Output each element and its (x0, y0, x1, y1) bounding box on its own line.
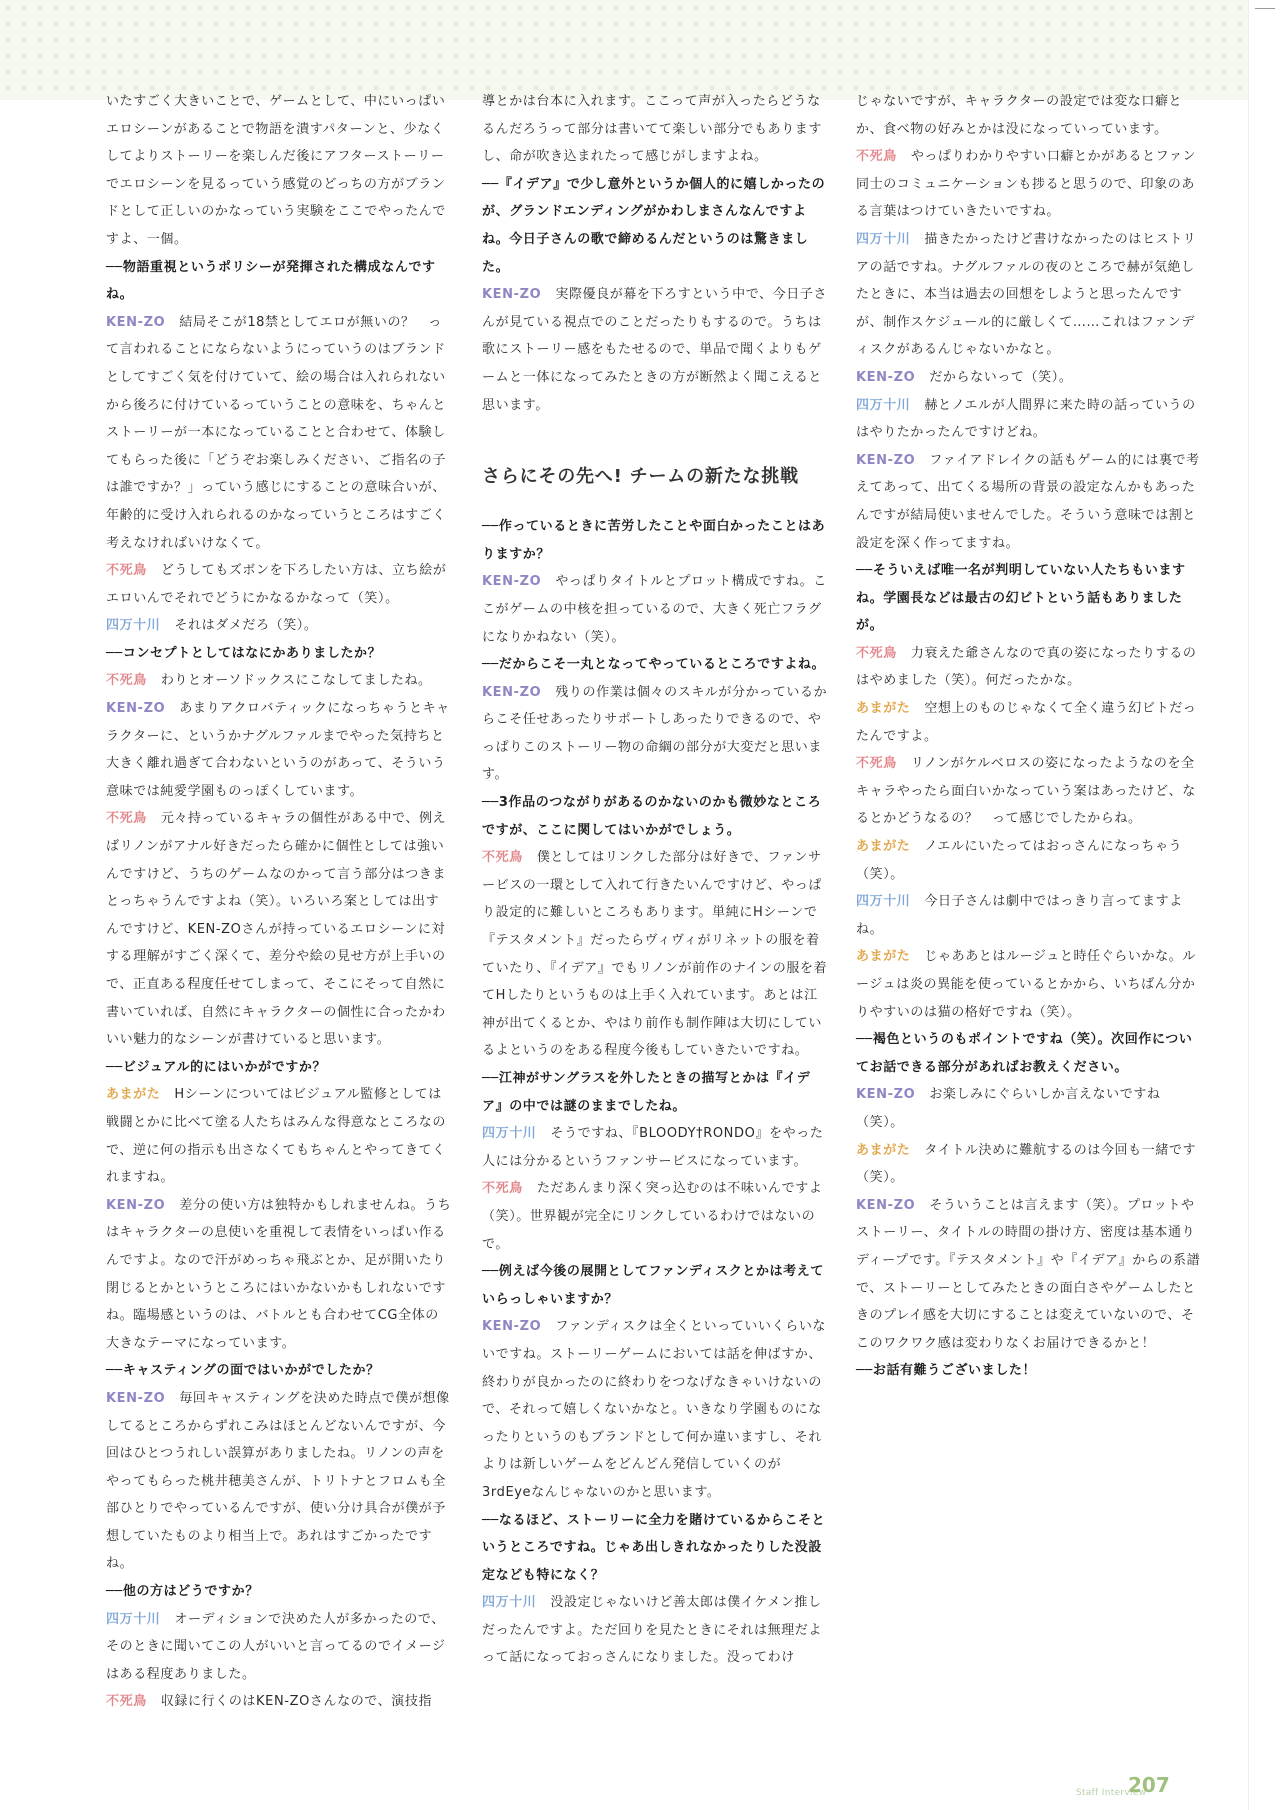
interviewer-question: ──『イデア』で少し意外というか個人的に嬉しかったのが、グランドエンディングがかわしまさんなんですよね。今日子さんの歌で締めるんだというのは驚きました。 (482, 176, 826, 275)
continued-text: 導とかは台本に入れます。ここって声が入ったらどうなるんだろうって部分は書いてて楽しい部分でもありますし、命が吹き込まれたって感じがしますよね。 (482, 94, 823, 165)
answer-text: やっぱりわかりやすい口癖とかがあるとファン同士のコミュニケーションも捗ると思うので、印象のある言葉はつけていきたいですね。 (856, 149, 1197, 220)
answer-text: ノエルにいたってはおっさんになっちゃう（笑）。 (856, 839, 1183, 882)
speaker-name: あまがた (106, 1087, 161, 1103)
answer-text: 今日子さんは劇中ではっきり言ってますよね。 (856, 894, 1183, 937)
speaker-name: あまがた (856, 839, 911, 855)
text-column-2 (482, 88, 828, 1672)
answer-text: 赫とノエルが人間界に来た時の話っていうのはやりたかったんですけどね。 (856, 397, 1196, 441)
speaker-name: あまがた (856, 949, 911, 965)
interviewer-question: ──例えば今後の展開としてファンディスクとかは考えていらっしゃいますか？ (482, 1264, 824, 1307)
answer-text: 空想上のものじゃなくて全く違う幻ビトだったんですよ。 (856, 701, 1197, 744)
speaker-name: KEN-ZO (482, 684, 542, 700)
speaker-name: KEN-ZO (856, 369, 916, 385)
speaker-name: KEN-ZO (482, 574, 542, 590)
interviewer-question: ──3作品のつながりがあるのかないのかも微妙なところですが、ここに関してはいかがでしょう。 (482, 795, 822, 838)
interviewer-question: ──なるほど、ストーリーに全力を賭けているからこそというところですね。じゃあ出しきれなかったりした没設定なども特になく？ (482, 1512, 826, 1583)
speaker-answer (856, 364, 1202, 392)
speaker-answer (856, 226, 1202, 364)
speaker-answer (106, 1688, 452, 1716)
interviewer-question: ──コンセプトとしてはなにかありましたか？ (106, 645, 382, 661)
speaker-name: あまがた (856, 701, 911, 717)
text-column-3 (856, 88, 1202, 1385)
speaker-name: 四万十川 (856, 231, 911, 247)
speaker-name: KEN-ZO (856, 1197, 916, 1213)
speaker-answer (856, 695, 1202, 750)
answer-text: 毎回キャスティングを決めた時点で僕が想像してるところからずれこみはほとんどないんですが、今回はひとつうれしい誤算がありましたね。リノンの声をやってもらった桃井穂美さんが、トリトナとフロムも全部ひとりでやっているんですが、使い分け具合が僕が予想していたものより相当上で。あれはすごかったですね。 (106, 1390, 450, 1572)
speaker-name: 四万十川 (856, 894, 911, 910)
speaker-answer (482, 1175, 828, 1258)
page-edge-strip (1248, 0, 1280, 1810)
speaker-name: 四万十川 (106, 1611, 161, 1627)
interview-page (106, 88, 1204, 1710)
speaker-answer (106, 612, 452, 640)
speaker-name: 不死鳥 (856, 756, 897, 772)
answer-text: Hシーンについてはビジュアル監修としては戦闘とかに比べて塗る人たちはみんな得意なところなので、逆に何の指示も出さなくてもちゃんとやってきてくれますね。 (106, 1087, 447, 1186)
speaker-name: 不死鳥 (106, 563, 147, 579)
speaker-name: KEN-ZO (856, 1087, 916, 1103)
answer-text: だからないって（笑）。 (929, 369, 1073, 385)
speaker-answer (106, 805, 452, 1053)
interviewer-question: ──お話有難うございました！ (856, 1363, 1037, 1379)
speaker-name: 四万十川 (482, 1595, 537, 1611)
speaker-name: 不死鳥 (482, 850, 523, 866)
edge-mark (1255, 8, 1275, 9)
answer-text: タイトル決めに難航するのは今回も一緒です（笑）。 (856, 1142, 1197, 1186)
answer-text: じゃああとはルージュと時任ぐらいかな。ルージュは炎の異能を使っているとかから、いちばん分かりやすいのは猫の格好ですね（笑）。 (856, 949, 1196, 1020)
speaker-answer (856, 447, 1202, 557)
answer-text: 結局そこが18禁としてエロが無いの？ って言われることにならないようにっていうのはブランドとしてすごく気を付けていて、絵の場合は入れられないから後ろに付けているっていうことの意味を、ちゃんとストーリーが一本になっていることと合わせて、体験してもらった後に「どうぞお楽しみください、ご指名の子は誰ですか？」っていう感じにすることの意味合いが、年齢的に受け入れられるのかなっていうところはすごく考えなければいけなくて。 (106, 314, 447, 551)
answer-text: ファイアドレイクの話もゲーム的には裏で考えてあって、出てくる場所の背景の設定なんかもあったんですが結局使いませんでした。そういう意味では割と設定を深く作ってますね。 (856, 452, 1200, 551)
speaker-name: KEN-ZO (482, 287, 542, 303)
speaker-name: 四万十川 (106, 618, 161, 634)
interviewer-question: ──だからこそ一丸となってやっているところですよね。 (482, 657, 826, 673)
interviewer-question: ──他の方はどうですか？ (106, 1584, 259, 1600)
speaker-answer (856, 640, 1202, 695)
speaker-answer (856, 750, 1202, 833)
speaker-answer (856, 1081, 1202, 1136)
answer-text: 残りの作業は個々のスキルが分かっているからこそ任せあったりサポートしあったりできるので、やっぱりこのストーリー物の命綱の部分が大変だと思います。 (482, 684, 828, 783)
continued-text: じゃないですが、キャラクターの設定では変な口癖とか、食べ物の好みとかは没になっていっています。 (856, 94, 1183, 137)
speaker-name: 四万十川 (482, 1126, 537, 1142)
speaker-answer (106, 1606, 452, 1689)
speaker-name: 不死鳥 (106, 1694, 147, 1710)
speaker-name: 不死鳥 (856, 645, 897, 661)
speaker-name: KEN-ZO (106, 314, 166, 330)
speaker-name: KEN-ZO (482, 1319, 542, 1335)
speaker-answer (482, 1313, 828, 1506)
header-pattern-band (0, 0, 1248, 100)
speaker-answer (482, 844, 828, 1065)
answer-text: どうしてもズボンを下ろしたい方は、立ち絵がエロいんでそれでどうにかなるかなって（笑）。 (106, 563, 447, 606)
speaker-answer (106, 309, 452, 557)
interviewer-question: ──そういえば唯一名が判明していない人たちもいますね。学園長などは最古の幻ビトという話もありましたが。 (856, 563, 1186, 634)
speaker-answer (482, 1120, 828, 1175)
speaker-answer (106, 1081, 452, 1191)
answer-text: わりとオーソドックスにこなしてましたね。 (160, 673, 432, 689)
interviewer-question: ──物語重視というポリシーが発揮された構成なんですね。 (106, 259, 436, 303)
answer-text: 描きたかったけど書けなかったのはヒストリアの話ですね。ナグルファルの夜のところで赫が気絶したときに、本当は過去の回想をしようと思ったんですが、制作スケジュール的に厳しくて……これはファンディスクがあるんじゃないかなと。 (856, 231, 1197, 358)
answer-text: 収録に行くのはKEN-ZOさんなので、演技指 (160, 1694, 433, 1710)
speaker-name: 不死鳥 (856, 149, 897, 165)
interviewer-question: ──江神がサングラスを外したときの描写とかは『イデア』の中では謎のままでしたね。 (482, 1071, 811, 1114)
answer-text: ただあんまり深く突っ込むのは不味いんですよ（笑）。世界観が完全にリンクしているわけではないので。 (482, 1181, 823, 1252)
speaker-answer (856, 1192, 1202, 1358)
speaker-name: 不死鳥 (482, 1181, 523, 1197)
speaker-answer (856, 392, 1202, 447)
section-heading: さらにその先へ! チームの新たな挑戦 (482, 466, 799, 488)
answer-text: リノンがケルベロスの姿になったようなのを全キャラやったら面白いかなっていう案はあったけど、なるとかどうなるの？ って感じでしたからね。 (856, 756, 1196, 827)
answer-text: 没設定じゃないけど善太郎は僕イケメン推しだったんですよ。ただ回りを見たときにそれは無理だよって話になっておっさんになりました。没ってわけ (482, 1595, 823, 1666)
speaker-name: あまがた (856, 1142, 911, 1158)
speaker-answer (482, 679, 828, 789)
speaker-answer (106, 667, 452, 695)
speaker-name: KEN-ZO (106, 701, 166, 717)
speaker-name: 四万十川 (856, 397, 911, 413)
speaker-answer (106, 1192, 452, 1358)
continued-text: いたすごく大きいことで、ゲームとして、中にいっぱいエロシーンがあることで物語を潰すパターンと、少なくしてよりストーリーを楽しんだ後にアフターストーリーでエロシーンを見るっていう感覚のどっちの方がブランドとして正しいのかなっていう実験をここでやったんですよ、一個。 (106, 94, 447, 247)
answer-text: それはダメだろ（笑）。 (174, 618, 318, 634)
interviewer-question: ──ビジュアル的にはいかがですか？ (106, 1059, 327, 1075)
answer-text: オーディションで決めた人が多かったので、そのときに聞いてこの人がいいと言ってるのでイメージはある程度ありました。 (106, 1611, 446, 1682)
answer-text: あまりアクロバティックになっちゃうとキャラクターに、というかナグルファルまでやった気持ちと大きく離れ過ぎて合わないというのがあって、そういう意味では純愛学園ものっぽくしています。 (106, 701, 450, 799)
answer-text: そうですね、『BLOODY†RONDO』をやった人には分かるというファンサービスになっています。 (482, 1126, 824, 1169)
speaker-name: KEN-ZO (106, 1197, 166, 1213)
text-column-1 (106, 88, 452, 1716)
page-number: 207 (1128, 1773, 1170, 1797)
answer-text: お楽しみにぐらいしか言えないですね（笑）。 (856, 1087, 1161, 1130)
speaker-name: 不死鳥 (106, 811, 147, 827)
speaker-answer (856, 143, 1202, 226)
speaker-answer (106, 557, 452, 612)
speaker-answer (856, 888, 1202, 943)
speaker-name: KEN-ZO (106, 1390, 166, 1406)
answer-text: 差分の使い方は独特かもしれませんね。うちはキャラクターの息使いを重視して表情をいっぱい作るんですよ。なので汗がめっちゃ飛ぶとか、足が開いたり閉じるとかというところにはいかないかもしれないですね。臨場感というのは、バトルとも合わせてCG全体の大きなテーマになっています。 (106, 1197, 452, 1351)
speaker-answer (482, 281, 828, 419)
speaker-answer (482, 568, 828, 651)
footer-section-label: Staff Interview (1076, 1788, 1147, 1798)
interviewer-question: ──褐色というのもポイントですね（笑）。次回作についてお話できる部分があればお教えください。 (856, 1032, 1193, 1075)
speaker-answer (856, 833, 1202, 888)
speaker-name: 不死鳥 (106, 673, 147, 689)
speaker-name: KEN-ZO (856, 452, 916, 468)
speaker-answer (106, 1385, 452, 1578)
answer-text: ファンディスクは全くといっていいくらいないですね。ストーリーゲームにおいては話を伸ばすか、終わりが良かったのに終わりをつなげなきゃいけないので、それって嬉しくないかなと。いきなり学園ものになったりというのもブランドとして何か違いますし、それよりは新しいゲームをどんどん発信していくのが3rdEyeなんじゃないのかと思います。 (482, 1319, 827, 1500)
speaker-answer (106, 695, 452, 805)
interviewer-question: ──キャスティングの面ではいかがでしたか？ (106, 1363, 380, 1379)
answer-text: 元々持っているキャラの個性がある中で、例えばリノンがアナル好きだったら確かに個性としては強いんですけど、うちのゲームなのかって言う部分はつきまとっちゃうんですよね（笑）。いろいろ案としては出すんですけど、KEN-ZOさんが持っているエロシーンに対する理解がすごく深くて、差分や絵の見せ方が上手いので、正直ある程度任せてしまって、そこにそって自然に書いていれば、自然にキャラクターの個性に合ったかわいい魅力的なシーンが書けていると思います。 (106, 811, 447, 1048)
answer-text: そういうことは言えます（笑）。プロットやストーリー、タイトルの時間の掛け方、密度は基本通りディープです。『テスタメント』や『イデア』からの系譜で、ストーリーとしてみたときの面白さやゲームしたときのプレイ感を大切にすることは変えていないので、そこのワクワク感は変わりなくお届けできるかと！ (856, 1197, 1201, 1351)
speaker-answer (856, 943, 1202, 1026)
interviewer-question: ──作っているときに苦労したことや面白かったことはありますか？ (482, 519, 826, 562)
speaker-answer (482, 1589, 828, 1672)
speaker-answer (856, 1137, 1202, 1192)
answer-text: 実際優良が幕を下ろすという中で、今日子さんが見ている視点でのことだったりもするので。うちは歌にストーリー感をもたせるので、単品で聞くよりもゲームと一体になってみたときの方が断然よく聞こえると思います。 (482, 287, 828, 413)
answer-text: 力衰えた爺さんなので真の姿になったりするのはやめました（笑）。何だったかな。 (856, 645, 1197, 689)
answer-text: やっぱりタイトルとプロット構成ですね。ここがゲームの中核を担っているので、大きく死亡フラグになりかねない（笑）。 (482, 574, 827, 645)
answer-text: 僕としてはリンクした部分は好きで、ファンサービスの一環として入れて行きたいんですけど、やっぱり設定的に難しいところもあります。単純にHシーンで『テスタメント』だったらヴィヴィがリネットの服を着ていたり、『イデア』でもリノンが前作のナインの服を着てHしたりというものは上手く入れています。あとは江神が出てくるとか、やはり前作も制作陣は大切にしているよというのをある程度今後もしていきたいですね。 (482, 850, 828, 1059)
